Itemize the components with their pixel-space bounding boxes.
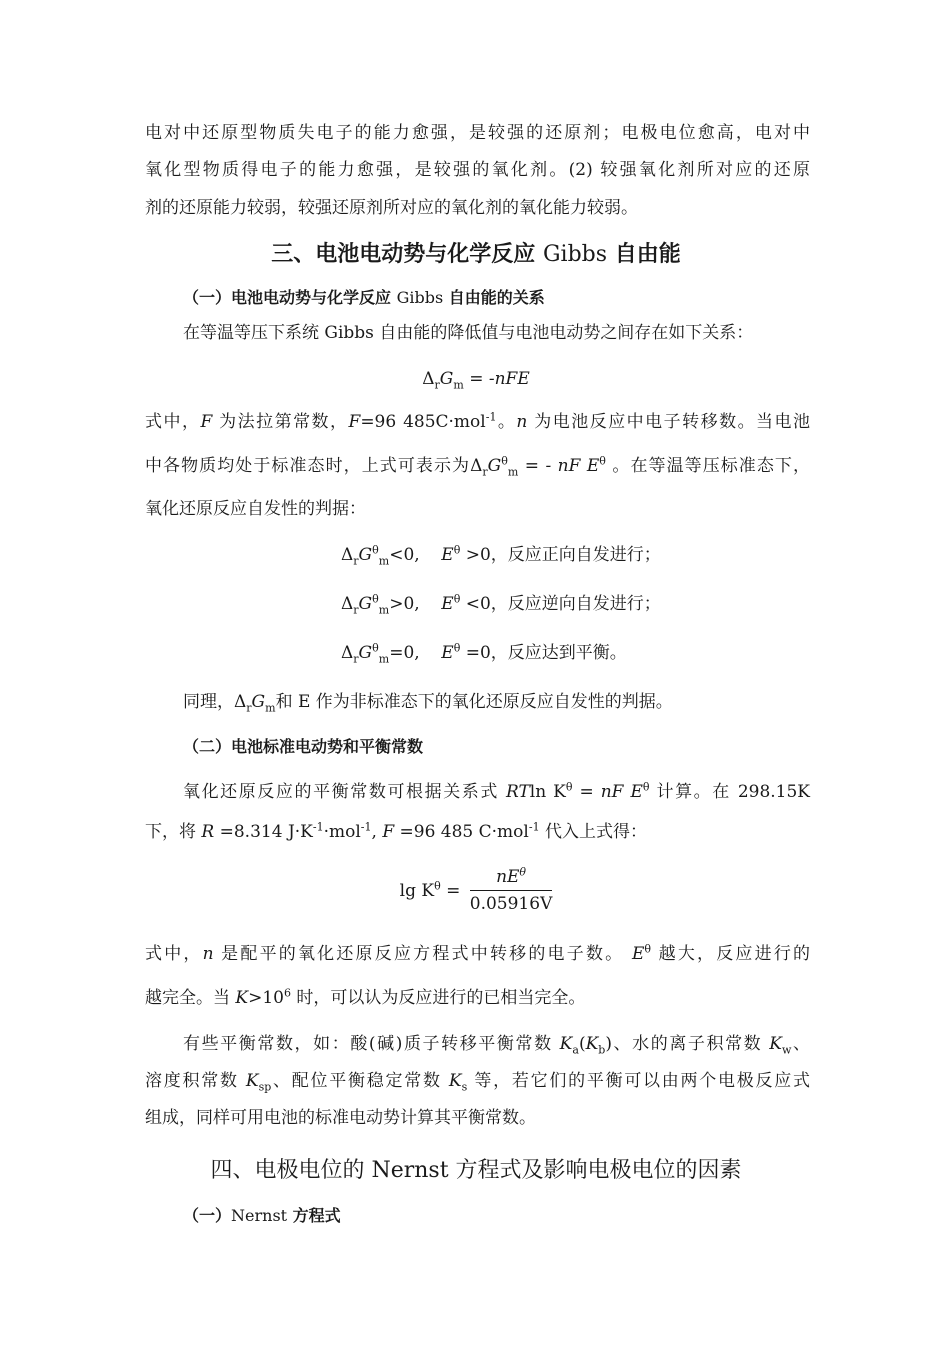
var-n: n bbox=[202, 944, 214, 964]
sub: s bbox=[461, 1080, 468, 1094]
text: ln K bbox=[529, 782, 566, 802]
text: 时，可以认为反应进行的已相当完全。 bbox=[291, 988, 586, 1008]
equation-delta-g bbox=[0, 367, 952, 391]
subsection-3-2-heading: （二）电池标准电动势和平衡常数 bbox=[183, 737, 424, 756]
eq2-num-text: nE bbox=[496, 867, 520, 887]
var-k: K bbox=[585, 1034, 599, 1054]
criterion-row: $\Delta_rG^\theta_m>0$, $E^\theta <0$，反应逆向自发进行； bbox=[341, 592, 661, 617]
sup: -1 bbox=[528, 820, 540, 834]
criterion-dg: <0, bbox=[389, 545, 420, 565]
text: 等，若它们的平衡可以由两个电极反应式 bbox=[467, 1071, 811, 1091]
text: =8.314 J·K bbox=[214, 822, 313, 842]
eq1-delta: Δ bbox=[422, 369, 435, 389]
var-f: F bbox=[348, 412, 361, 432]
text: 越大，反应进行的 bbox=[651, 944, 811, 964]
subsection-3-1-prefix: （一）电池电动势与化学反应 bbox=[183, 288, 397, 307]
section-3-heading-latin: Gibbs bbox=[542, 242, 608, 267]
eq1-g: G bbox=[439, 369, 454, 389]
text: 、 bbox=[791, 1034, 810, 1054]
criterion-dg: >0, bbox=[389, 594, 420, 614]
text: 为法拉第常数， bbox=[212, 412, 349, 432]
sup: -1 bbox=[485, 410, 497, 424]
para-electron-line-1: 式中，n 是配平的氧化还原反应方程式中转移的电子数。 $E^\theta$ 越大，反应进行的 bbox=[145, 942, 811, 964]
subsection-3-1-latin: Gibbs bbox=[396, 288, 444, 307]
para-electron-line-2 bbox=[145, 986, 810, 1010]
var-n: n bbox=[516, 412, 528, 432]
subsection-4-1-heading bbox=[183, 1204, 848, 1228]
var-r: R bbox=[201, 822, 215, 842]
var-rt: RT bbox=[505, 782, 530, 802]
text: 。 bbox=[496, 412, 517, 432]
para-faraday-line-1 bbox=[145, 410, 810, 434]
eq2-fraction bbox=[470, 866, 553, 915]
para-equilibrium-line-1: 氧化还原反应的平衡常数可根据关系式 RTln $K^\theta$ = nF $E^\theta$ 计算。在 298.15K bbox=[183, 780, 811, 802]
subsection-3-1-suffix: 自由能的关系 bbox=[443, 288, 545, 307]
subsection-4-1-latin: Nernst bbox=[231, 1206, 288, 1225]
text: 是配平的氧化还原反应方程式中转移的电子数。 bbox=[213, 944, 632, 964]
text: 同理， bbox=[183, 692, 234, 712]
sub: sp bbox=[258, 1080, 272, 1094]
eq2-lhs: $\lg K^\theta$ = bbox=[399, 878, 461, 901]
sup: -1 bbox=[360, 820, 372, 834]
eq2-numerator: $nE^\theta$ bbox=[470, 866, 553, 891]
sub: w bbox=[781, 1043, 792, 1057]
para-constants-line-2 bbox=[145, 1069, 810, 1093]
var-e: E bbox=[631, 944, 645, 964]
text: 为电池反应中电子转移数。当电池 bbox=[527, 412, 811, 432]
var-k: K bbox=[559, 1034, 573, 1054]
sup-theta: θ bbox=[501, 454, 508, 468]
text: 中各物质均处于标准态时，上式可表示为 bbox=[145, 456, 471, 476]
text: 代入上式得： bbox=[539, 822, 647, 842]
text: )、水的离子积常数 bbox=[605, 1034, 770, 1054]
sub: r bbox=[482, 465, 488, 479]
intro-line-1: 电对中还原型物质失电子的能力愈强，是较强的还原剂；电极电位愈高，电对中 bbox=[145, 123, 810, 143]
sup: 6 bbox=[284, 986, 291, 1000]
para-equilibrium-line-2 bbox=[145, 820, 810, 844]
text: 有些平衡常数，如：酸(碱)质子转移平衡常数 bbox=[183, 1034, 560, 1054]
sub: a bbox=[572, 1043, 579, 1057]
text: , bbox=[371, 822, 383, 842]
text: 计算。在 298.15K bbox=[649, 782, 811, 802]
eq-rhs: = - nF E bbox=[518, 456, 600, 476]
para-faraday-line-3: 氧化还原反应自发性的判据： bbox=[145, 499, 366, 519]
text: =96 485C·mol bbox=[360, 412, 486, 432]
para-constants-line-3: 组成，同样可用电池的标准电动势计算其平衡常数。 bbox=[145, 1108, 536, 1128]
text: ( bbox=[578, 1034, 586, 1054]
eq-rhs: = nF E bbox=[572, 782, 643, 802]
eq2-lhs-text: lg K bbox=[399, 880, 435, 901]
eq1-rhs: = -nFE bbox=[463, 369, 530, 389]
subsection-4-1-suffix: 方程式 bbox=[287, 1206, 341, 1225]
eq1-sub-r: r bbox=[434, 378, 440, 392]
text: 式中， bbox=[145, 412, 201, 432]
sub: b bbox=[598, 1043, 606, 1057]
para-constants-line-1 bbox=[183, 1032, 810, 1056]
criterion-e: >0，反应正向自发进行； bbox=[465, 545, 661, 565]
var-f: F bbox=[200, 412, 213, 432]
criterion-e: =0，反应达到平衡。 bbox=[465, 643, 627, 663]
section-4-heading: 四、电极电位的 Nernst 方程式及影响电极电位的因素 bbox=[210, 1158, 742, 1183]
var-k: K bbox=[235, 988, 249, 1008]
text: >10 bbox=[248, 988, 284, 1008]
delta: Δ bbox=[470, 456, 483, 476]
para-faraday-line-2 bbox=[145, 454, 810, 478]
text: 式中， bbox=[145, 944, 203, 964]
text: 、配位平衡稳定常数 bbox=[271, 1071, 449, 1091]
text: ·mol bbox=[323, 822, 361, 842]
sup-theta: θ bbox=[599, 454, 606, 468]
var-f: F bbox=[382, 822, 395, 842]
text: 和 E 作为非标准态下的氧化还原反应自发性的判据。 bbox=[275, 692, 673, 712]
equation-lgk bbox=[0, 866, 952, 915]
section-3-heading-suffix: 自由能 bbox=[607, 242, 681, 267]
text: 溶度积常数 bbox=[145, 1071, 246, 1091]
subsection-3-1-heading bbox=[183, 286, 848, 310]
para-nonstandard: 同理，$\Delta_rG_m$和 E 作为非标准态下的氧化还原反应自发性的判据。 bbox=[183, 692, 673, 715]
var-k: K bbox=[769, 1034, 782, 1054]
text: 氧化还原反应的平衡常数可根据关系式 bbox=[183, 782, 506, 802]
var-g: G bbox=[487, 456, 502, 476]
var-k: K bbox=[245, 1071, 259, 1091]
text: 越完全。当 bbox=[145, 988, 236, 1008]
criterion-e: <0，反应逆向自发进行； bbox=[465, 594, 661, 614]
text: 。在等温等压标准态下， bbox=[605, 456, 810, 476]
eq2-denominator: 0.05916V bbox=[469, 894, 553, 914]
subsection-4-1-prefix: （一） bbox=[183, 1206, 232, 1225]
var-k: K bbox=[448, 1071, 462, 1091]
sub: m bbox=[507, 465, 519, 479]
section-3-heading-prefix: 三、电池电动势与化学反应 bbox=[271, 242, 543, 267]
criterion-row: $\Delta_rG^\theta_m<0$, $E^\theta >0$，反应正向自发进行； bbox=[341, 543, 661, 568]
text: 下，将 bbox=[145, 822, 202, 842]
intro-line-2: 氧化型物质得电子的能力愈强，是较强的氧化剂。(2) 较强氧化剂所对应的还原 bbox=[145, 160, 810, 180]
eq1-sub-m: m bbox=[453, 378, 464, 392]
sup: -1 bbox=[312, 820, 324, 834]
section-3-heading bbox=[0, 240, 952, 270]
criterion-dg: =0, bbox=[389, 643, 420, 663]
text: =96 485 C·mol bbox=[394, 822, 529, 842]
criterion-row: $\Delta_rG^\theta_m=0$, $E^\theta =0$，反应达到平衡。 bbox=[341, 641, 627, 666]
para-gibbs-relation: 在等温等压下系统 Gibbs 自由能的降低值与电池电动势之间存在如下关系： bbox=[183, 323, 754, 343]
intro-line-3: 剂的还原能力较弱，较强还原剂所对应的氧化剂的氧化能力较弱。 bbox=[145, 198, 638, 218]
